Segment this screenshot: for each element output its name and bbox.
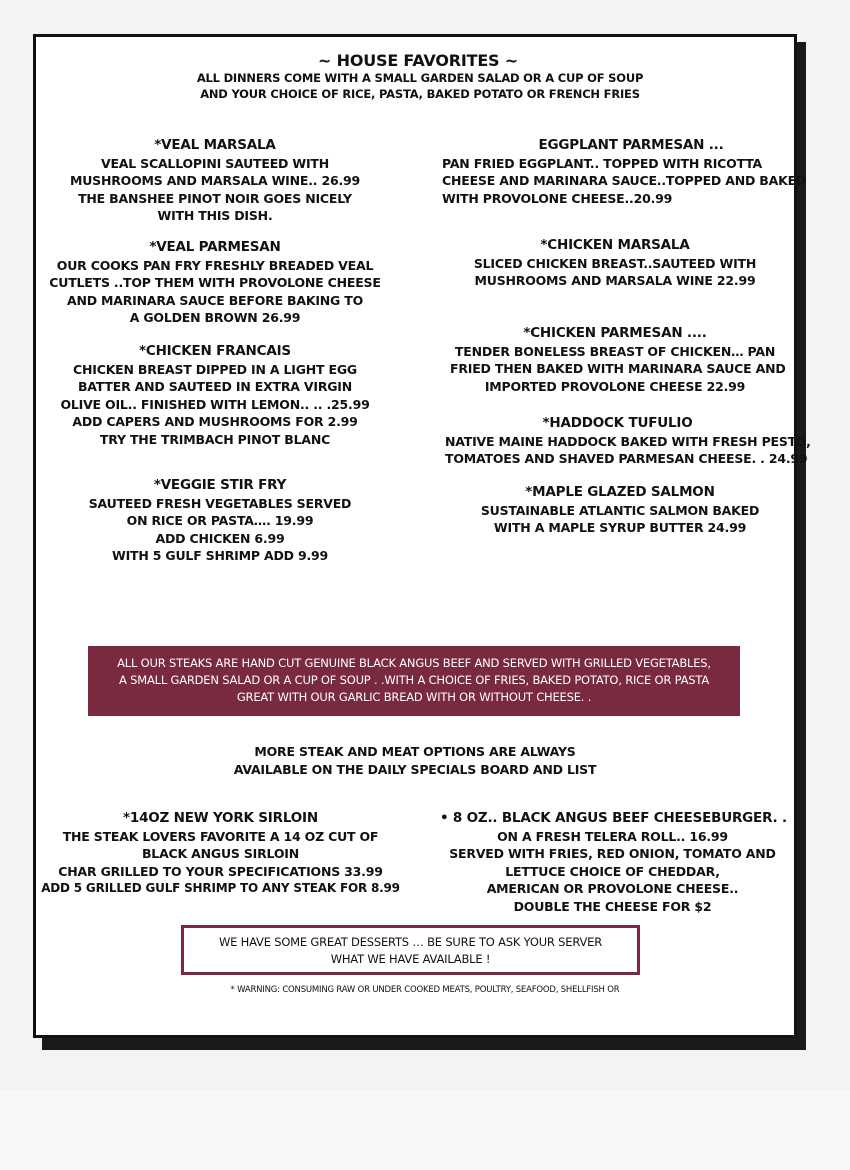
dish-desc-line: WITH 5 GULF SHRIMP ADD 9.99 — [111, 548, 328, 563]
dish-desc-line: SAUTEED FRESH VEGETABLES SERVED — [88, 495, 352, 511]
dish-chicken-parmesan — [450, 325, 786, 395]
dish-desc-line: ON RICE OR PASTA…. 19.99 — [126, 513, 314, 528]
menu-subtitle — [160, 70, 680, 102]
dish-eggplant-parmesan — [436, 137, 807, 207]
dish-name: *VEAL MARSALA — [154, 137, 276, 153]
steak-banner-text — [88, 655, 740, 706]
dish-desc-line: AMERICAN OR PROVOLONE CHEESE.. — [486, 881, 739, 896]
dish-desc-line: WITH PROVOLONE CHEESE..20.99 — [442, 190, 673, 206]
dish-desc-line: FRIED THEN BAKED WITH MARINARA SAUCE AND — [450, 361, 786, 376]
dish-veggie-stir-fry — [75, 477, 365, 565]
dish-desc-line: VEAL SCALLOPINI SAUTEED WITH — [100, 155, 330, 171]
note-line: AVAILABLE ON THE DAILY SPECIALS BOARD AND LIST — [233, 761, 597, 777]
desserts-box — [181, 925, 640, 975]
subtitle-line: AND YOUR CHOICE OF RICE, PASTA, BAKED POTATO OR FRENCH FRIES — [200, 87, 640, 101]
dish-desc-line: WITH THIS DISH. — [157, 208, 273, 223]
dish-desc-line: SERVED WITH FRIES, RED ONION, TOMATO AND — [449, 846, 776, 861]
dish-desc-line: OUR COOKS PAN FRY FRESHLY BREADED VEAL — [56, 257, 374, 273]
desserts-text — [184, 934, 637, 968]
dish-cheeseburger — [440, 810, 785, 915]
dish-desc-line: TRY THE TRIMBACH PINOT BLANC — [99, 431, 331, 447]
subtitle-line: ALL DINNERS COME WITH A SMALL GARDEN SALAD OR A CUP OF SOUP — [196, 71, 644, 85]
banner-line: A SMALL GARDEN SALAD OR A CUP OF SOUP . .WITH A CHOICE OF FRIES, BAKED POTATO, RICE OR PASTA — [119, 673, 709, 687]
dish-desc-line: CHICKEN BREAST DIPPED IN A LIGHT EGG — [73, 361, 357, 377]
dish-desc-line: TOMATOES AND SHAVED PARMESAN CHEESE. . 24.99 — [445, 451, 808, 466]
dish-name: *CHICKEN FRANCAIS — [139, 343, 291, 359]
dish-desc-line: MUSHROOMS AND MARSALA WINE 22.99 — [474, 273, 756, 288]
dish-desc-line: ON A FRESH TELERA ROLL.. 16.99 — [497, 828, 728, 844]
dish-chicken-marsala — [460, 237, 770, 290]
dish-name: *CHICKEN MARSALA — [540, 237, 690, 253]
dish-desc-line: OLIVE OIL.. FINISHED WITH LEMON.. .. .25.99 — [60, 396, 370, 412]
dish-desc-line: CHAR GRILLED TO YOUR SPECIFICATIONS 33.99 — [58, 863, 383, 879]
dish-desc-line: ADD CAPERS AND MUSHROOMS FOR 2.99 — [72, 414, 358, 429]
dish-ny-sirloin — [38, 810, 403, 898]
dish-desc-line: MUSHROOMS AND MARSALA WINE.. 26.99 — [69, 173, 361, 188]
dish-name: *HADDOCK TUFULIO — [542, 415, 693, 431]
note-line: MORE STEAK AND MEAT OPTIONS ARE ALWAYS — [254, 744, 576, 759]
dish-chicken-francais — [55, 343, 375, 448]
desserts-line: WE HAVE SOME GREAT DESSERTS … BE SURE TO ASK YOUR SERVER — [218, 935, 603, 949]
dish-name: EGGPLANT PARMESAN ... — [538, 137, 724, 153]
dish-desc-line: NATIVE MAINE HADDOCK BAKED WITH FRESH PESTO, — [445, 433, 811, 449]
dish-name: • 8 OZ.. BLACK ANGUS BEEF CHEESEBURGER. . — [440, 810, 787, 826]
dish-desc-line: ADD CHICKEN 6.99 — [155, 530, 285, 546]
dish-veal-parmesan — [45, 239, 385, 327]
dish-desc-line: SLICED CHICKEN BREAST..SAUTEED WITH — [473, 255, 757, 271]
dish-desc-line: BATTER AND SAUTEED IN EXTRA VIRGIN — [77, 379, 353, 394]
dish-haddock-tufulio — [445, 415, 811, 468]
dish-desc-line: PAN FRIED EGGPLANT.. TOPPED WITH RICOTTA — [442, 155, 763, 171]
banner-line: GREAT WITH OUR GARLIC BREAD WITH OR WITHOUT CHEESE. . — [236, 690, 592, 704]
dish-name: *14OZ NEW YORK SIRLOIN — [123, 810, 318, 826]
dish-desc-line: AND MARINARA SAUCE BEFORE BAKING TO — [66, 292, 364, 308]
dish-desc-line: CUTLETS ..TOP THEM WITH PROVOLONE CHEESE — [49, 275, 381, 290]
steak-banner — [88, 646, 740, 716]
dish-desc-line: A GOLDEN BROWN 26.99 — [129, 310, 301, 325]
desserts-line: WHAT WE HAVE AVAILABLE ! — [330, 952, 491, 966]
steak-addon: ADD 5 GRILLED GULF SHRIMP TO ANY STEAK FOR 8.99 — [41, 881, 400, 895]
dish-name: *CHICKEN PARMESAN .... — [523, 325, 707, 341]
dish-name: *MAPLE GLAZED SALMON — [525, 484, 715, 500]
dish-desc-line: SUSTAINABLE ATLANTIC SALMON BAKED — [480, 502, 760, 518]
dish-desc-line: IMPORTED PROVOLONE CHEESE 22.99 — [484, 378, 746, 394]
dish-desc-line: CHEESE AND MARINARA SAUCE..TOPPED AND BAKED — [442, 173, 807, 188]
dish-desc-line: TENDER BONELESS BREAST OF CHICKEN… PAN — [454, 343, 776, 359]
dish-desc-line: THE STEAK LOVERS FAVORITE A 14 OZ CUT OF — [62, 828, 379, 844]
more-options-note — [215, 743, 615, 778]
page-bottom-margin — [0, 1090, 850, 1170]
dish-desc-line: THE BANSHEE PINOT NOIR GOES NICELY — [78, 190, 352, 206]
banner-line: ALL OUR STEAKS ARE HAND CUT GENUINE BLACK ANGUS BEEF AND SERVED WITH GRILLED VEGETABLES, — [117, 656, 711, 670]
dish-name: *VEGGIE STIR FRY — [153, 477, 287, 493]
dish-desc-line: LETTUCE CHOICE OF CHEDDAR, — [505, 863, 720, 879]
dish-desc-line: DOUBLE THE CHEESE FOR $2 — [513, 898, 712, 914]
dish-desc-line: BLACK ANGUS SIRLOIN — [141, 846, 299, 861]
raw-food-warning: * WARNING: CONSUMING RAW OR UNDER COOKED MEATS, POULTRY, SEAFOOD, SHELLFISH OR — [230, 985, 620, 995]
dish-maple-glazed-salmon — [460, 484, 780, 537]
dish-name: *VEAL PARMESAN — [149, 239, 281, 255]
dish-veal-marsala — [60, 137, 370, 225]
dish-desc-line: WITH A MAPLE SYRUP BUTTER 24.99 — [493, 520, 747, 535]
menu-title: ~ HOUSE FAVORITES ~ — [318, 51, 518, 70]
